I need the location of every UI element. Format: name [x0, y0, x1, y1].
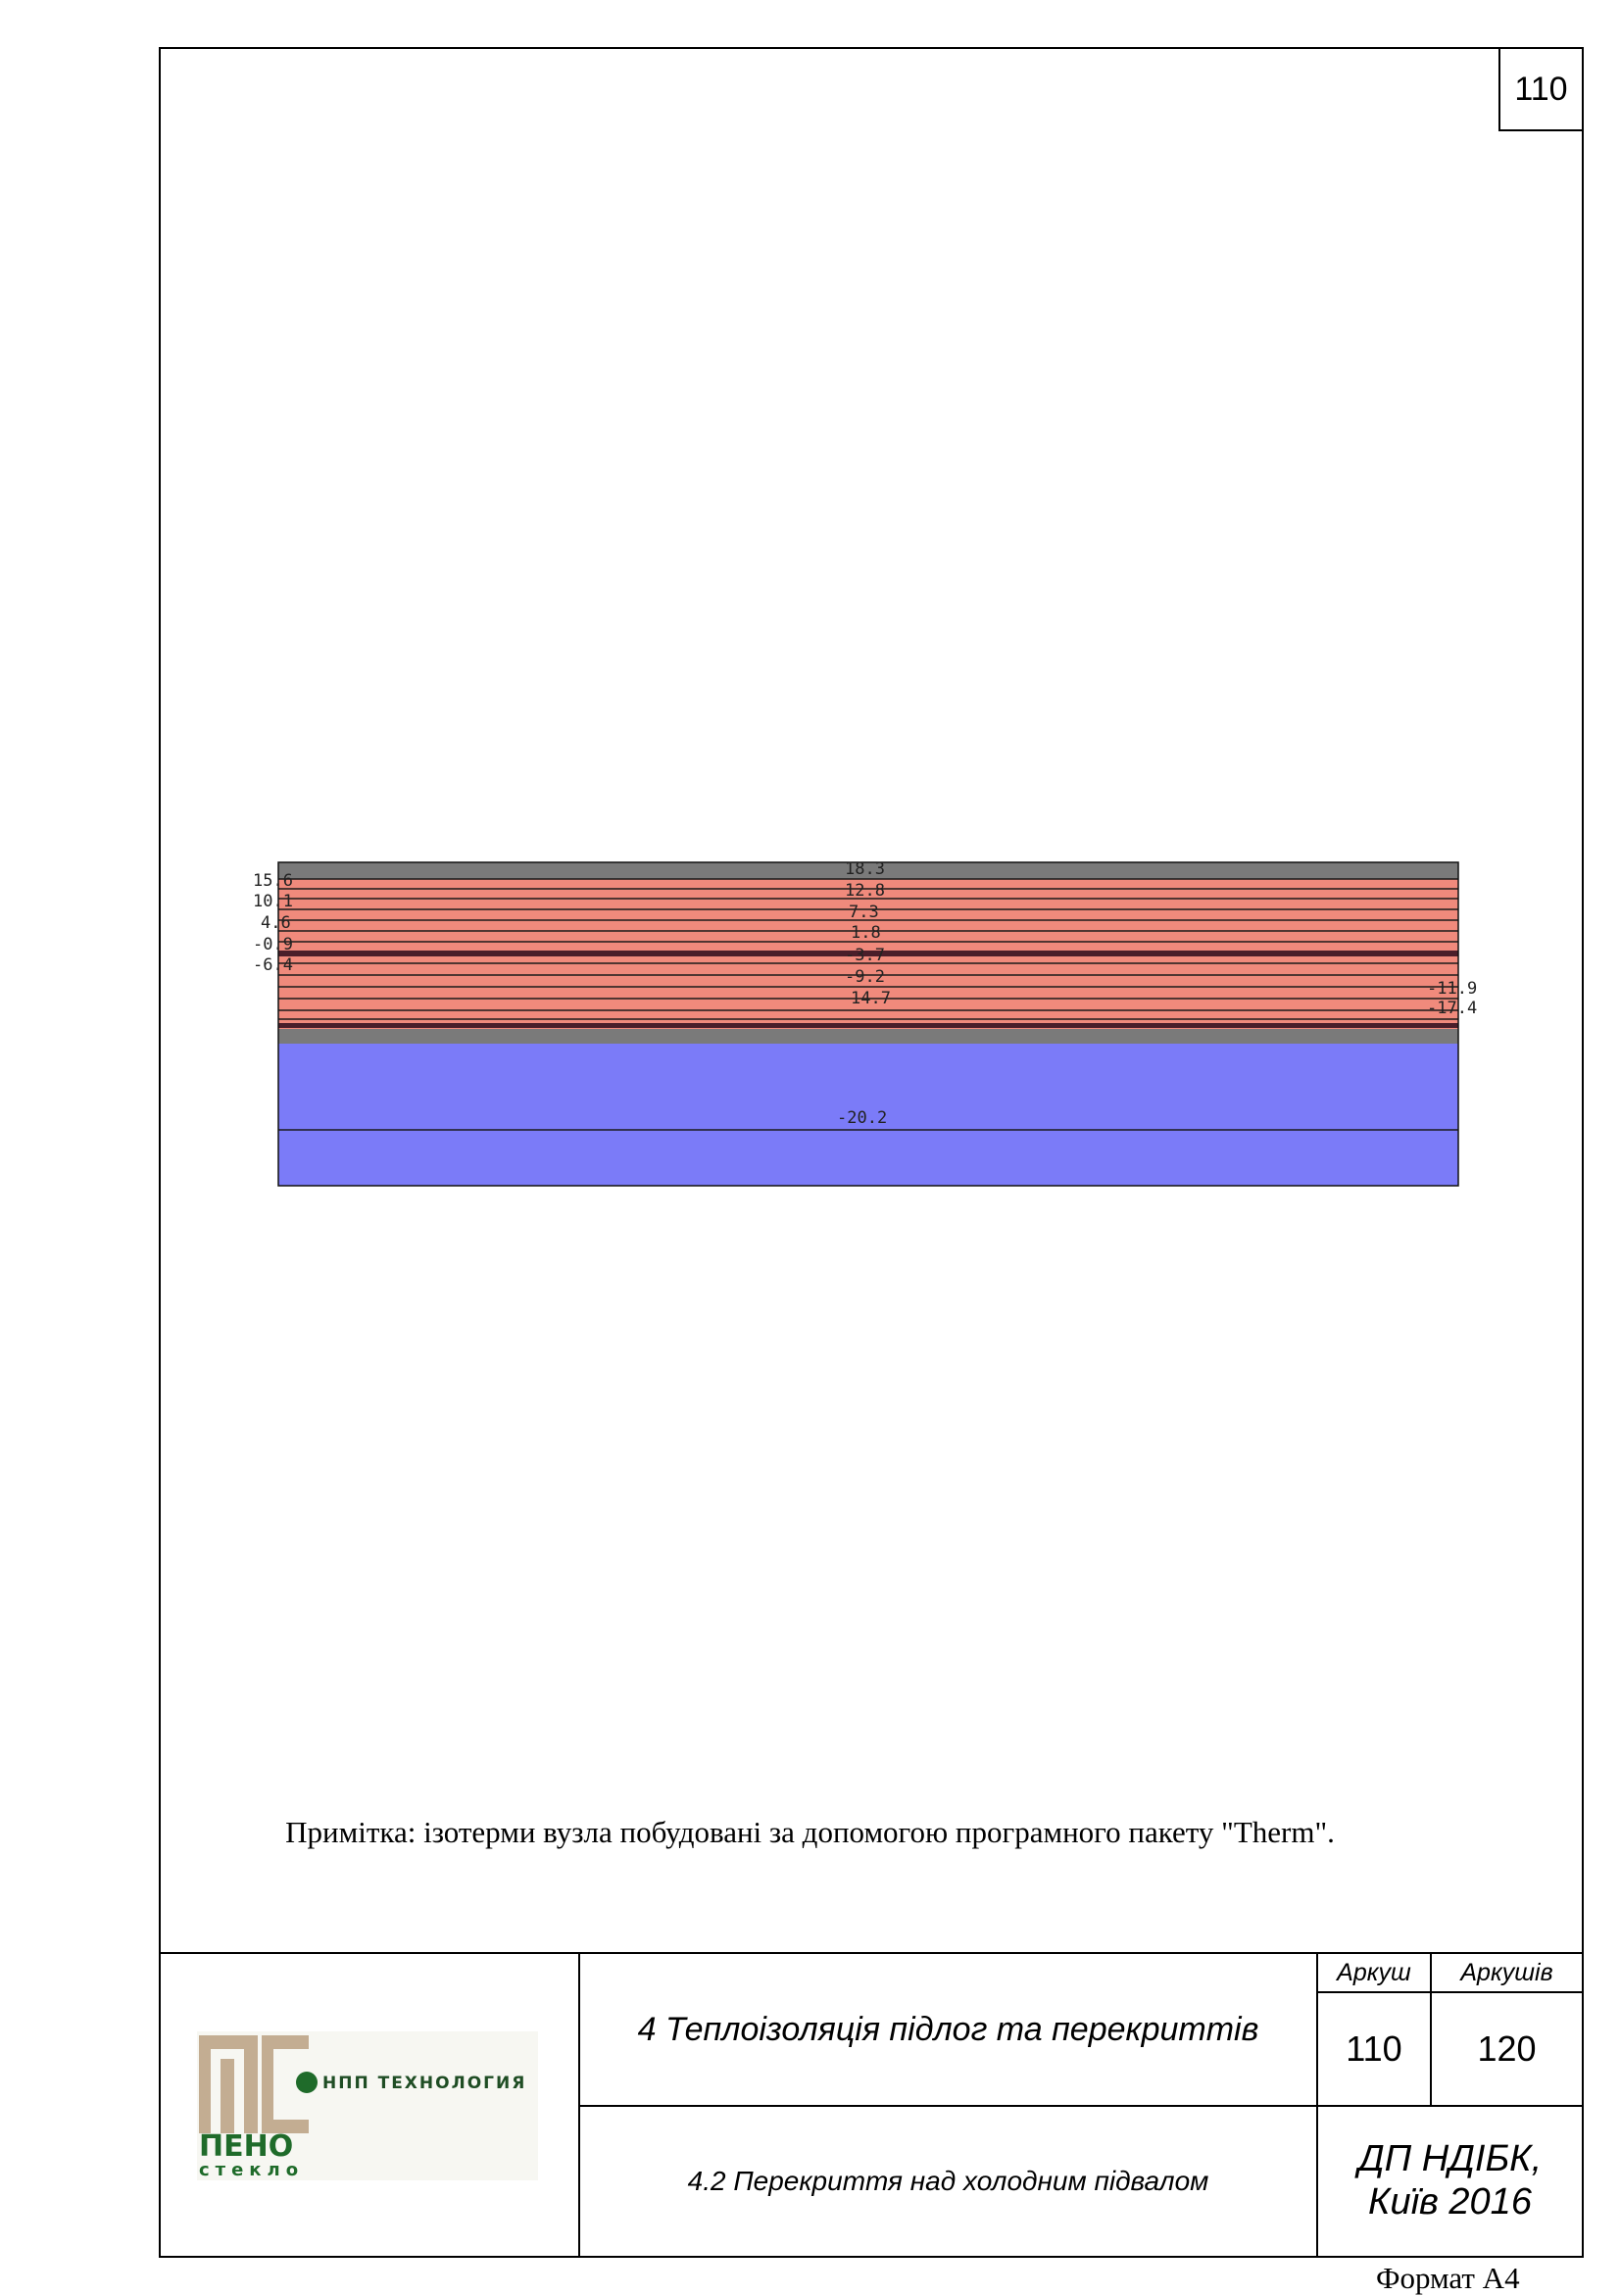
section-title: 4 Теплоізоляція підлог та перекриттів: [637, 2010, 1259, 2048]
sheet-label-cell: [1316, 1952, 1432, 1993]
sheets-value: 120: [1477, 2028, 1537, 2069]
sheets-label-cell: [1430, 1952, 1584, 1993]
slab-bottom-edge: [278, 1029, 1458, 1044]
organization-cell: [1316, 2105, 1584, 2258]
isotherm-label: 4.6: [261, 913, 291, 933]
logo-tagline: НПП ТЕХНОЛОГИЯ: [322, 2074, 527, 2093]
note-text: Примітка: ізотерми вузла побудовані за допомогою програмного пакету "Therm".: [285, 1815, 1335, 1849]
sheet-value: 110: [1346, 2028, 1402, 2069]
isotherm-label: -9.2: [845, 967, 885, 987]
isotherm-label: 1.8: [851, 923, 881, 943]
logo-brand-bottom: стекло: [199, 2160, 305, 2180]
isotherm-label: 10.1: [253, 892, 293, 911]
logo-graphic: [197, 2031, 538, 2180]
dark-layer-line: [278, 1023, 1458, 1028]
format-label: Формат А4: [1376, 2261, 1520, 2295]
section-title-cell: [578, 1952, 1318, 2107]
sheets-value-cell: [1430, 1991, 1584, 2107]
isotherm-label: -6.4: [253, 955, 293, 975]
subsection-title: 4.2 Перекриття над холодним підвалом: [687, 2166, 1209, 2196]
company-logo: [197, 2031, 538, 2180]
basement-temperature-label: -20.2: [837, 1108, 888, 1128]
subsection-title-cell: [578, 2105, 1318, 2258]
organization-line-2: Київ 2016: [1368, 2181, 1532, 2223]
sheet-label: Аркуш: [1337, 1958, 1411, 1986]
isotherm-label: -17.4: [1427, 999, 1478, 1018]
organization-line-1: ДП НДІБК,: [1357, 2138, 1543, 2180]
sheets-label: Аркушів: [1460, 1958, 1553, 1986]
isotherm-label: 15.6: [253, 871, 293, 891]
isotherm-label: 18.3: [845, 859, 885, 879]
isotherm-label: -3.7: [845, 946, 885, 965]
isotherm-label: -0.9: [253, 935, 293, 954]
sheet-value-cell: [1316, 1991, 1432, 2107]
isotherm-label: 14.7: [851, 989, 891, 1008]
page-number: 110: [1498, 47, 1584, 131]
isotherm-label: 7.3: [849, 903, 879, 922]
isotherm-label: 12.8: [845, 881, 885, 901]
logo-brand-top: ПЕНО: [199, 2129, 294, 2164]
isotherm-label: -11.9: [1427, 979, 1478, 999]
